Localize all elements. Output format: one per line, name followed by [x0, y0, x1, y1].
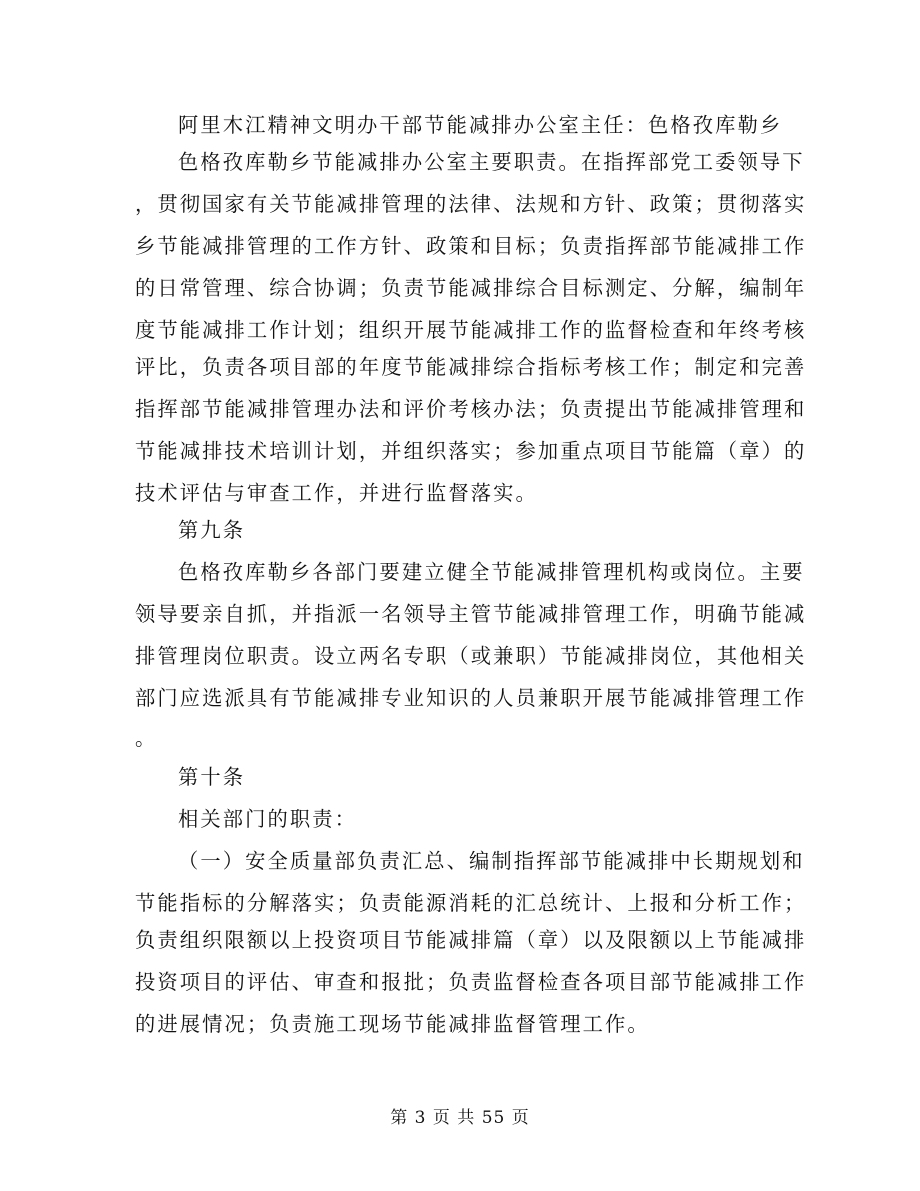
paragraph-line: 领导要亲自抓，并指派一名领导主管节能减排管理工作，明确节能减	[135, 602, 807, 626]
paragraph-line: （一）安全质量部负责汇总、编制指挥部节能减排中长期规划和	[178, 849, 805, 873]
article-heading: 第九条	[178, 518, 246, 542]
paragraph-line: ，贯彻国家有关节能减排管理的法律、法规和方针、政策；贯彻落实	[135, 192, 807, 216]
paragraph-line: 评比，负责各项目部的年度节能减排综合指标考核工作；制定和完善	[135, 355, 807, 379]
paragraph-line: 的日常管理、综合协调；负责节能减排综合目标测定、分解，编制年	[135, 276, 807, 300]
paragraph-line: 投资项目的评估、审查和报批；负责监督检查各项目部节能减排工作	[135, 970, 807, 994]
paragraph-line: 度节能减排工作计划；组织开展节能减排工作的监督检查和年终考核	[135, 318, 807, 342]
article-heading: 第十条	[178, 765, 246, 789]
paragraph-line: 色格孜库勒乡节能减排办公室主要职责。在指挥部党工委领导下	[178, 150, 805, 174]
paragraph-line: 。	[135, 726, 158, 750]
paragraph-line: 节能减排技术培训计划，并组织落实；参加重点项目节能篇（章）的	[135, 439, 807, 463]
paragraph-line: 相关部门的职责：	[178, 807, 358, 831]
paragraph-line: 技术评估与审查工作，并进行监督落实。	[135, 481, 538, 505]
paragraph-line: 负责组织限额以上投资项目节能减排篇（章）以及限额以上节能减排	[135, 928, 807, 952]
paragraph-line: 的进展情况；负责施工现场节能减排监督管理工作。	[135, 1012, 650, 1036]
paragraph-line: 乡节能减排管理的工作方针、政策和目标；负责指挥部节能减排工作	[135, 234, 807, 258]
paragraph-line: 色格孜库勒乡各部门要建立健全节能减排管理机构或岗位。主要	[178, 560, 805, 584]
paragraph-line: 指挥部节能减排管理办法和评价考核办法；负责提出节能减排管理和	[135, 397, 807, 421]
page-number-footer: 第 3 页 共 55 页	[390, 1108, 530, 1128]
paragraph-line: 阿里木江精神文明办干部节能减排办公室主任：色格孜库勒乡	[178, 113, 783, 137]
paragraph-line: 节能指标的分解落实；负责能源消耗的汇总统计、上报和分析工作；	[135, 891, 807, 915]
paragraph-line: 部门应选派具有节能减排专业知识的人员兼职开展节能减排管理工作	[135, 686, 807, 710]
paragraph-line: 排管理岗位职责。设立两名专职（或兼职）节能减排岗位，其他相关	[135, 644, 807, 668]
